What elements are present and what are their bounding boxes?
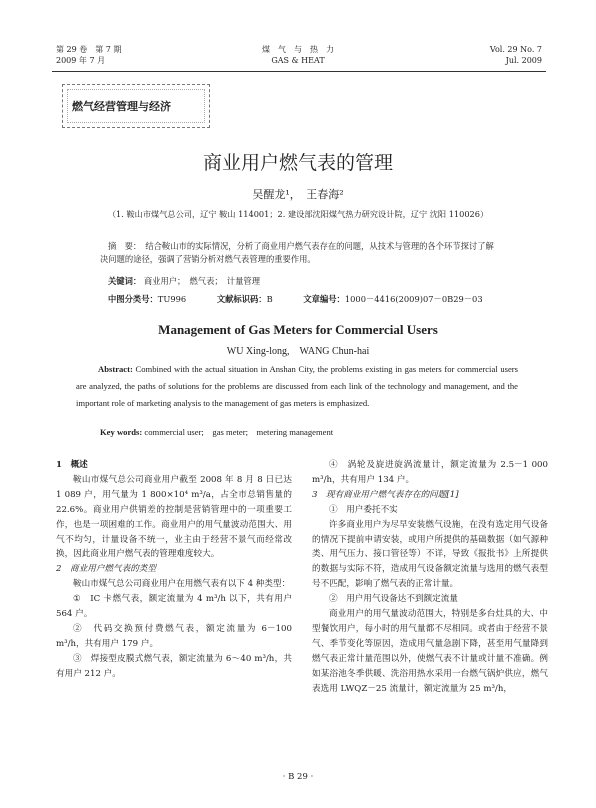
- issue-date-en: Jul. 2009: [505, 56, 542, 65]
- english-authors: WU Xing-long, WANG Chun-hai: [226, 346, 370, 357]
- english-title: Management of Gas Meters for Commercial Users: [158, 322, 438, 337]
- keywords-cn-value: 商业用户； 燃气表； 计量管理: [143, 276, 260, 286]
- doc-code-value: B: [266, 294, 273, 304]
- article-number-value: 1000－4416(2009)07－0B29－03: [344, 294, 483, 304]
- page-number: · B 29 ·: [282, 772, 314, 782]
- subsection-heading: ② 用户用气设备达不到额定流量: [329, 594, 458, 605]
- body-paragraph: 许多商业用户为尽早安装燃气设施，在没有选定用气设备的情况下提前申请安装，或用户所提供的基础数据（如气源种类、用气压力、接口管径等）不详，导致《报批书》上所提供的数据与实际不符，造成用气设备额定流量与选用的燃气表型号不匹配，影响了燃气表的正常计量。: [312, 519, 548, 590]
- clc-label: 中图分类号：: [108, 294, 158, 304]
- english-keywords-value: commercial user; gas meter; metering management: [144, 427, 334, 437]
- english-keywords-label: Key words:: [100, 427, 143, 437]
- article-number-label: 文章编号：: [303, 294, 345, 304]
- volume-issue: 第 29 卷 第 7 期: [56, 45, 122, 54]
- issue-date: 2009 年 7 月: [56, 56, 106, 65]
- list-item: ④ 涡轮及旋进旋涡流量计，额定流量为 2.5－1 000 m³/h，共有用户 134 户。: [312, 460, 548, 485]
- classification-line: [108, 293, 511, 305]
- list-item: ② 代码交换预付费燃气表，额定流量为 6－100 m³/h，共有用户 179 户。: [56, 623, 292, 649]
- body-column-right: [312, 458, 548, 697]
- journal-volume-info-en: [490, 44, 542, 66]
- list-item: ① IC 卡燃气表，额定流量为 4 m³/h 以下，共有用户 564 户。: [56, 594, 292, 620]
- journal-name-cn: 煤 气 与 热 力: [262, 45, 334, 54]
- abstract-cn: 摘 要： 结合鞍山市的实际情况，分析了商业用户燃气表存在的问题，从技术与管理的各个环节探讨了解决问题的途径，强调了营销分析对燃气表管理的重要作用。: [100, 241, 494, 264]
- clc-value: TU996: [157, 294, 187, 304]
- volume-issue-en: Vol. 29 No. 7: [489, 45, 542, 54]
- body-paragraph: 鞍山市煤气总公司商业用户在用燃气表有以下 4 种类型：: [73, 579, 291, 590]
- header-divider: [52, 71, 546, 72]
- paper-authors: 吴醒龙¹， 王春海²: [252, 188, 344, 201]
- english-keywords: [100, 426, 333, 438]
- section-heading: 2 商业用户燃气表的类型: [56, 564, 156, 575]
- english-abstract-label: Abstract:: [98, 364, 133, 374]
- keywords-cn: [108, 275, 260, 287]
- keywords-cn-label: 关键词：: [108, 276, 142, 286]
- section-label: 燃气经营管理与经济: [72, 100, 171, 113]
- body-column-left: [56, 458, 292, 682]
- author-affiliation: （1. 鞍山市煤气总公司，辽宁 鞍山 114001；2. 建设部沈阳煤气热力研究设计院，辽宁 沈阳 110026）: [107, 209, 489, 219]
- english-abstract: [76, 361, 518, 411]
- subsection-heading: ① 用户委托不实: [329, 504, 398, 515]
- journal-name-en: GAS & HEAT: [271, 56, 325, 65]
- section-heading: 1 概述: [56, 460, 88, 470]
- paper-title: 商业用户燃气表的管理: [202, 152, 393, 174]
- english-abstract-text: Combined with the actual situation in Anshan City, the problems existing in gas meters for commercial users are analyzed, the paths of solutions for the problems are discussed from each link of the technology and management, and the important role of marketing analysis to the management of gas meters is emphasized.: [76, 364, 518, 408]
- doc-code-label: 文献标识码：: [216, 294, 267, 304]
- list-item: ③ 焊接型皮膜式燃气表，额定流量为 6～40 m³/h，共有用户 212 户。: [56, 653, 292, 679]
- section-heading: 3 现有商业用户燃气表存在的问题[1]: [312, 489, 459, 500]
- body-paragraph: 商业用户的用气量波动范围大，特别是多台灶具的大、中型餐饮用户，每小时的用气量都不尽相同。或者由于经营不景气、季节变化等原因，造成用气量急剧下降，甚至用气量降到燃气表正常计量范围以外，使燃气表不计量或计量不准确。例如某浴池冬季供暖、洗浴用热水采用一台燃气锅炉供应，燃气表选用 LWQZ－25 流量计，额定流量为 25 m³/h，: [312, 609, 548, 694]
- body-paragraph: 鞍山市煤气总公司商业用户截至 2008 年 8 月 8 日已达 1 089 户，用气量为 1 800×10⁴ m³/a，占全市总销售量的 22.6%。商业用户供销差的控制是营销管理中的一项重要工作，也是一项困难的工作。商业用户的用气量波动范围大、用气不均匀，计量设备不统一，业主由于经营不景气而经常改换，因此商业用户燃气表的管理难度较大。: [56, 474, 292, 560]
